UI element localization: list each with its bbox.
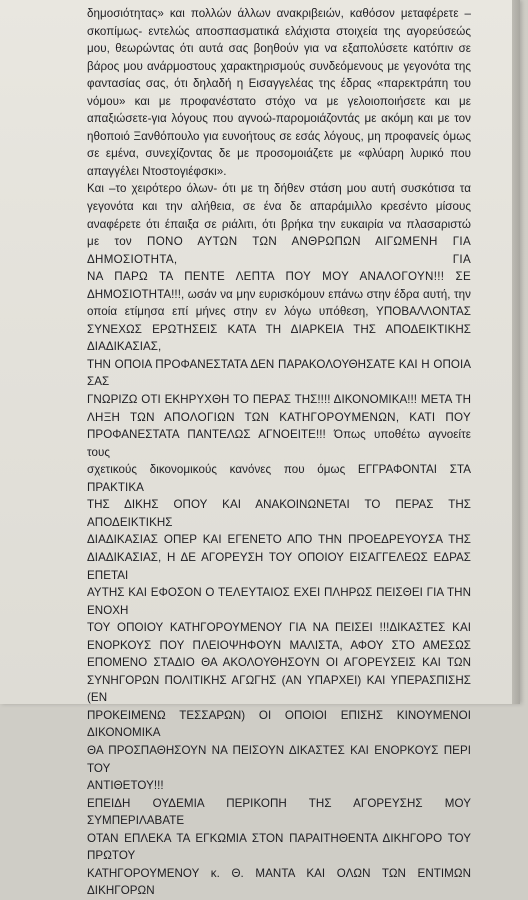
- text-line: ΣΥΝΗΓΟΡΩΝ ΠΟΛΙΤΙΚΗΣ ΑΓΩΓΗΣ (ΑΝ ΥΠΑΡΧΕΙ) ΚΑΙ ΥΠΕΡΑΣΠΙΣΗΣ (ΕΝ: [87, 673, 471, 705]
- text-line: ΑΝΤΙΘΕΤΟΥ!!!: [87, 779, 164, 793]
- text-line: ΔΙΑΔΙΚΑΣΙΑΣ, Η ΔΕ ΑΓΟΡΕΥΣΗ ΤΟΥ ΟΠΟΙΟΥ ΕΙΣΑΓΓΕΛΕΩΣ ΕΔΡΑΣ ΕΠΕΤΑΙ: [87, 550, 471, 582]
- text-line: ΤΗΣ ΔΙΚΗΣ ΟΠΟΥ ΚΑΙ ΑΝΑΚΟΙΝΩΝΕΤΑΙ ΤΟ ΠΕΡΑΣ ΤΗΣ ΑΠΟΔΕΙΚΤΙΚΗΣ: [87, 498, 471, 529]
- text-line: ΠΡΟΦΑΝΕΣΤΑΤΑ ΠΑΝΤΕΛΩΣ ΑΓΝΟΕΙΤΕ!!! Όπως υποθέτω αγνοείτε τους: [87, 428, 471, 459]
- text-line: ΝΑ ΠΑΡΩ ΤΑ ΠΕΝΤΕ ΛΕΠΤΑ ΠΟΥ ΜΟΥ ΑΝΑΛΟΓΟΥΝ!!! ΣΕ: [87, 270, 471, 284]
- text-line: σχετικούς δικονομικούς κανόνες που όμως ΕΓΓΡΑΦΟΝΤΑΙ ΣΤΑ ΠΡΑΚΤΙΚΑ: [87, 463, 471, 494]
- paragraph-3: [87, 795, 471, 900]
- text-line: φαντασίας σας, ότι δηλαδή η Εισαγγελέας της έδρας «παρεκτράπη του: [87, 77, 471, 91]
- text-line: απαξιώσετε-για λόγους που αγνοώ-παρομοιάζοντάς με ακόμη και με τον: [87, 112, 471, 126]
- text-line: ΣΥΝΕΧΩΣ ΕΡΩΤΗΣΕΙΣ ΚΑΤΑ ΤΗ ΔΙΑΡΚΕΙΑ ΤΗΣ ΑΠΟΔΕΙΚΤΙΚΗΣ ΔΙΑΔΙΚΑΣΙΑΣ,: [87, 322, 471, 354]
- text-line: ΤΟΥ ΟΠΟΙΟΥ ΚΑΤΗΓΟΡΟΥΜΕΝΟΥ ΓΙΑ ΝΑ ΠΕΙΣΕΙ !!!ΔΙΚΑΣΤΕΣ ΚΑΙ: [87, 621, 471, 635]
- text-line: ΓΝΩΡΙΖΩ ΟΤΙ ΕΚΗΡΥΧΘΗ ΤΟ ΠΕΡΑΣ ΤΗΣ!!!! ΔΙΚΟΝΟΜΙΚΑ!!! ΜΕΤΑ ΤΗ: [87, 393, 471, 407]
- text-line: ΛΗΞΗ ΤΩΝ ΑΠΟΛΟΓΙΩΝ ΤΩΝ ΚΑΤΗΓΟΡΟΥΜΕΝΩΝ, ΚΑΤΙ ΠΟΥ: [87, 410, 471, 424]
- text-line: Και –το χειρότερο όλων- ότι με τη δήθεν στάση μου αυτή συσκότισα τα: [87, 182, 471, 196]
- text-line: ΕΠΕΙΔΗ ΟΥΔΕΜΙΑ ΠΕΡΙΚΟΠΗ ΤΗΣ ΑΓΟΡΕΥΣΗΣ ΜΟΥ ΣΥΜΠΕΡΙΛΑΒΑΤΕ: [87, 796, 471, 828]
- text-line: ΠΡΟΚΕΙΜΕΝΩ ΤΕΣΣΑΡΩΝ) ΟΙ ΟΠΟΙΟΙ ΕΠΙΣΗΣ ΚΙΝΟΥΜΕΝΟΙ ΔΙΚΟΝΟΜΙΚΑ: [87, 708, 471, 740]
- text-line: με τον ΠΟΝΟ ΑΥΤΩΝ ΤΩΝ ΑΝΘΡΩΠΩΝ ΑΙΓΩΜΕΝΗ ΓΙΑ ΔΗΜΟΣΙΟΤΗΤΑ, ΓΙΑ: [87, 235, 471, 266]
- text-line: ΘΑ ΠΡΟΣΠΑΘΗΣΟΥΝ ΝΑ ΠΕΙΣΟΥΝ ΔΙΚΑΣΤΕΣ ΚΑΙ ΕΝΟΡΚΟΥΣ ΠΕΡΙ ΤΟΥ: [87, 743, 471, 775]
- text-line: σε εμένα, συνεχίζοντας δε με προσομοιάζετε με «φλύαρη λυρικό που: [87, 147, 471, 161]
- text-line: αναφέρετε ότι έπαιξα σε ριάλιτι, ότι βρήκα την ευκαιρία να πλασαριστώ: [87, 217, 471, 231]
- text-line: ΔΙΑΔΙΚΑΣΙΑΣ ΟΠΕΡ ΚΑΙ ΕΓΕΝΕΤΟ ΑΠΟ ΤΗΝ ΠΡΟΕΔΡΕΥΟΥΣΑ ΤΗΣ: [87, 533, 471, 547]
- text-line: ΔΗΜΟΣΙΟΤΗΤΑ!!!, ωσάν να μην ευρισκόμουν επάνω στην έδρα αυτή, την: [87, 287, 471, 301]
- text-line: οποία ετίμησα επί μήνες στην εν λόγω υπόθεση, ΥΠΟΒΑΛΛΟΝΤΑΣ: [87, 305, 471, 319]
- text-line: ΑΥΤΗΣ ΚΑΙ ΕΦΟΣΟΝ Ο ΤΕΛΕΥΤΑΙΟΣ ΕΧΕΙ ΠΛΗΡΩΣ ΠΕΙΣΘΕΙ ΓΙΑ ΤΗΝ ΕΝΟΧΗ: [87, 586, 471, 617]
- text-line: ΤΗΝ ΟΠΟΙΑ ΠΡΟΦΑΝΕΣΤΑΤΑ ΔΕΝ ΠΑΡΑΚΟΛΟΥΘΗΣΑΤΕ ΚΑΙ Η ΟΠΟΙΑ ΣΑΣ: [87, 357, 471, 389]
- paragraph-1: [87, 5, 471, 180]
- text-line: ΟΤΑΝ ΕΠΛΕΚΑ ΤΑ ΕΓΚΩΜΙΑ ΣΤΟΝ ΠΑΡΑΙΤΗΘΕΝΤΑ ΔΙΚΗΓΟΡΟ ΤΟΥ ΠΡΩΤΟΥ: [87, 831, 471, 863]
- text-line: βάρος μου ανάρμοστους χαρακτηρισμούς συνδεόμενους με γεγονότα της: [87, 59, 471, 73]
- text-line: ΚΑΤΗΓΟΡΟΥΜΕΝΟΥ κ. Θ. ΜΑΝΤΑ ΚΑΙ ΟΛΩΝ ΤΩΝ ΕΝΤΙΜΩΝ ΔΙΚΗΓΟΡΩΝ: [87, 866, 471, 898]
- text-line: απαγγέλει Ντοστογιέφσκι».: [87, 164, 227, 178]
- text-line: γεγονότα και την αλήθεια, σε ένα δε απαράμιλλο κρεσέντο μίσους: [87, 200, 471, 214]
- text-line: ΕΝΟΡΚΟΥΣ ΠΟΥ ΠΛΕΙΟΨΗΦΟΥΝ ΜΑΛΙΣΤΑ, ΑΦΟΥ ΣΤΟ ΑΜΕΣΩΣ: [87, 638, 471, 652]
- document-text: [87, 5, 471, 900]
- paragraph-2: [87, 180, 471, 794]
- page-edge-shadow: [512, 0, 520, 704]
- text-line: σκοπίμως- εντελώς αποσπασματικά ελάχιστα στοιχεία της αγορεύσεώς: [87, 24, 471, 38]
- text-line: ΕΠΟΜΕΝΟ ΣΤΑΔΙΟ ΘΑ ΑΚΟΛΟΥΘΗΣΟΥΝ ΟΙ ΑΓΟΡΕΥΣΕΙΣ ΚΑΙ ΤΩΝ: [87, 656, 471, 670]
- text-line: νόμου» και με προφανέστατο στόχο να με γελοιοποιήσετε και με: [87, 94, 471, 108]
- text-line: ηθοποιό Ξανθόπουλο για ευνοήτους σε εσάς λόγους, μη προφανείς όμως: [87, 129, 471, 143]
- text-line: δημοσιότητας» και πολλών άλλων ανακριβειών, καθόσον μεταφέρετε –: [87, 7, 471, 20]
- text-line: μου, θεωρώντας ότι αυτά σας βοηθούν για να εξαπολύσετε κατόπιν σε: [87, 42, 471, 56]
